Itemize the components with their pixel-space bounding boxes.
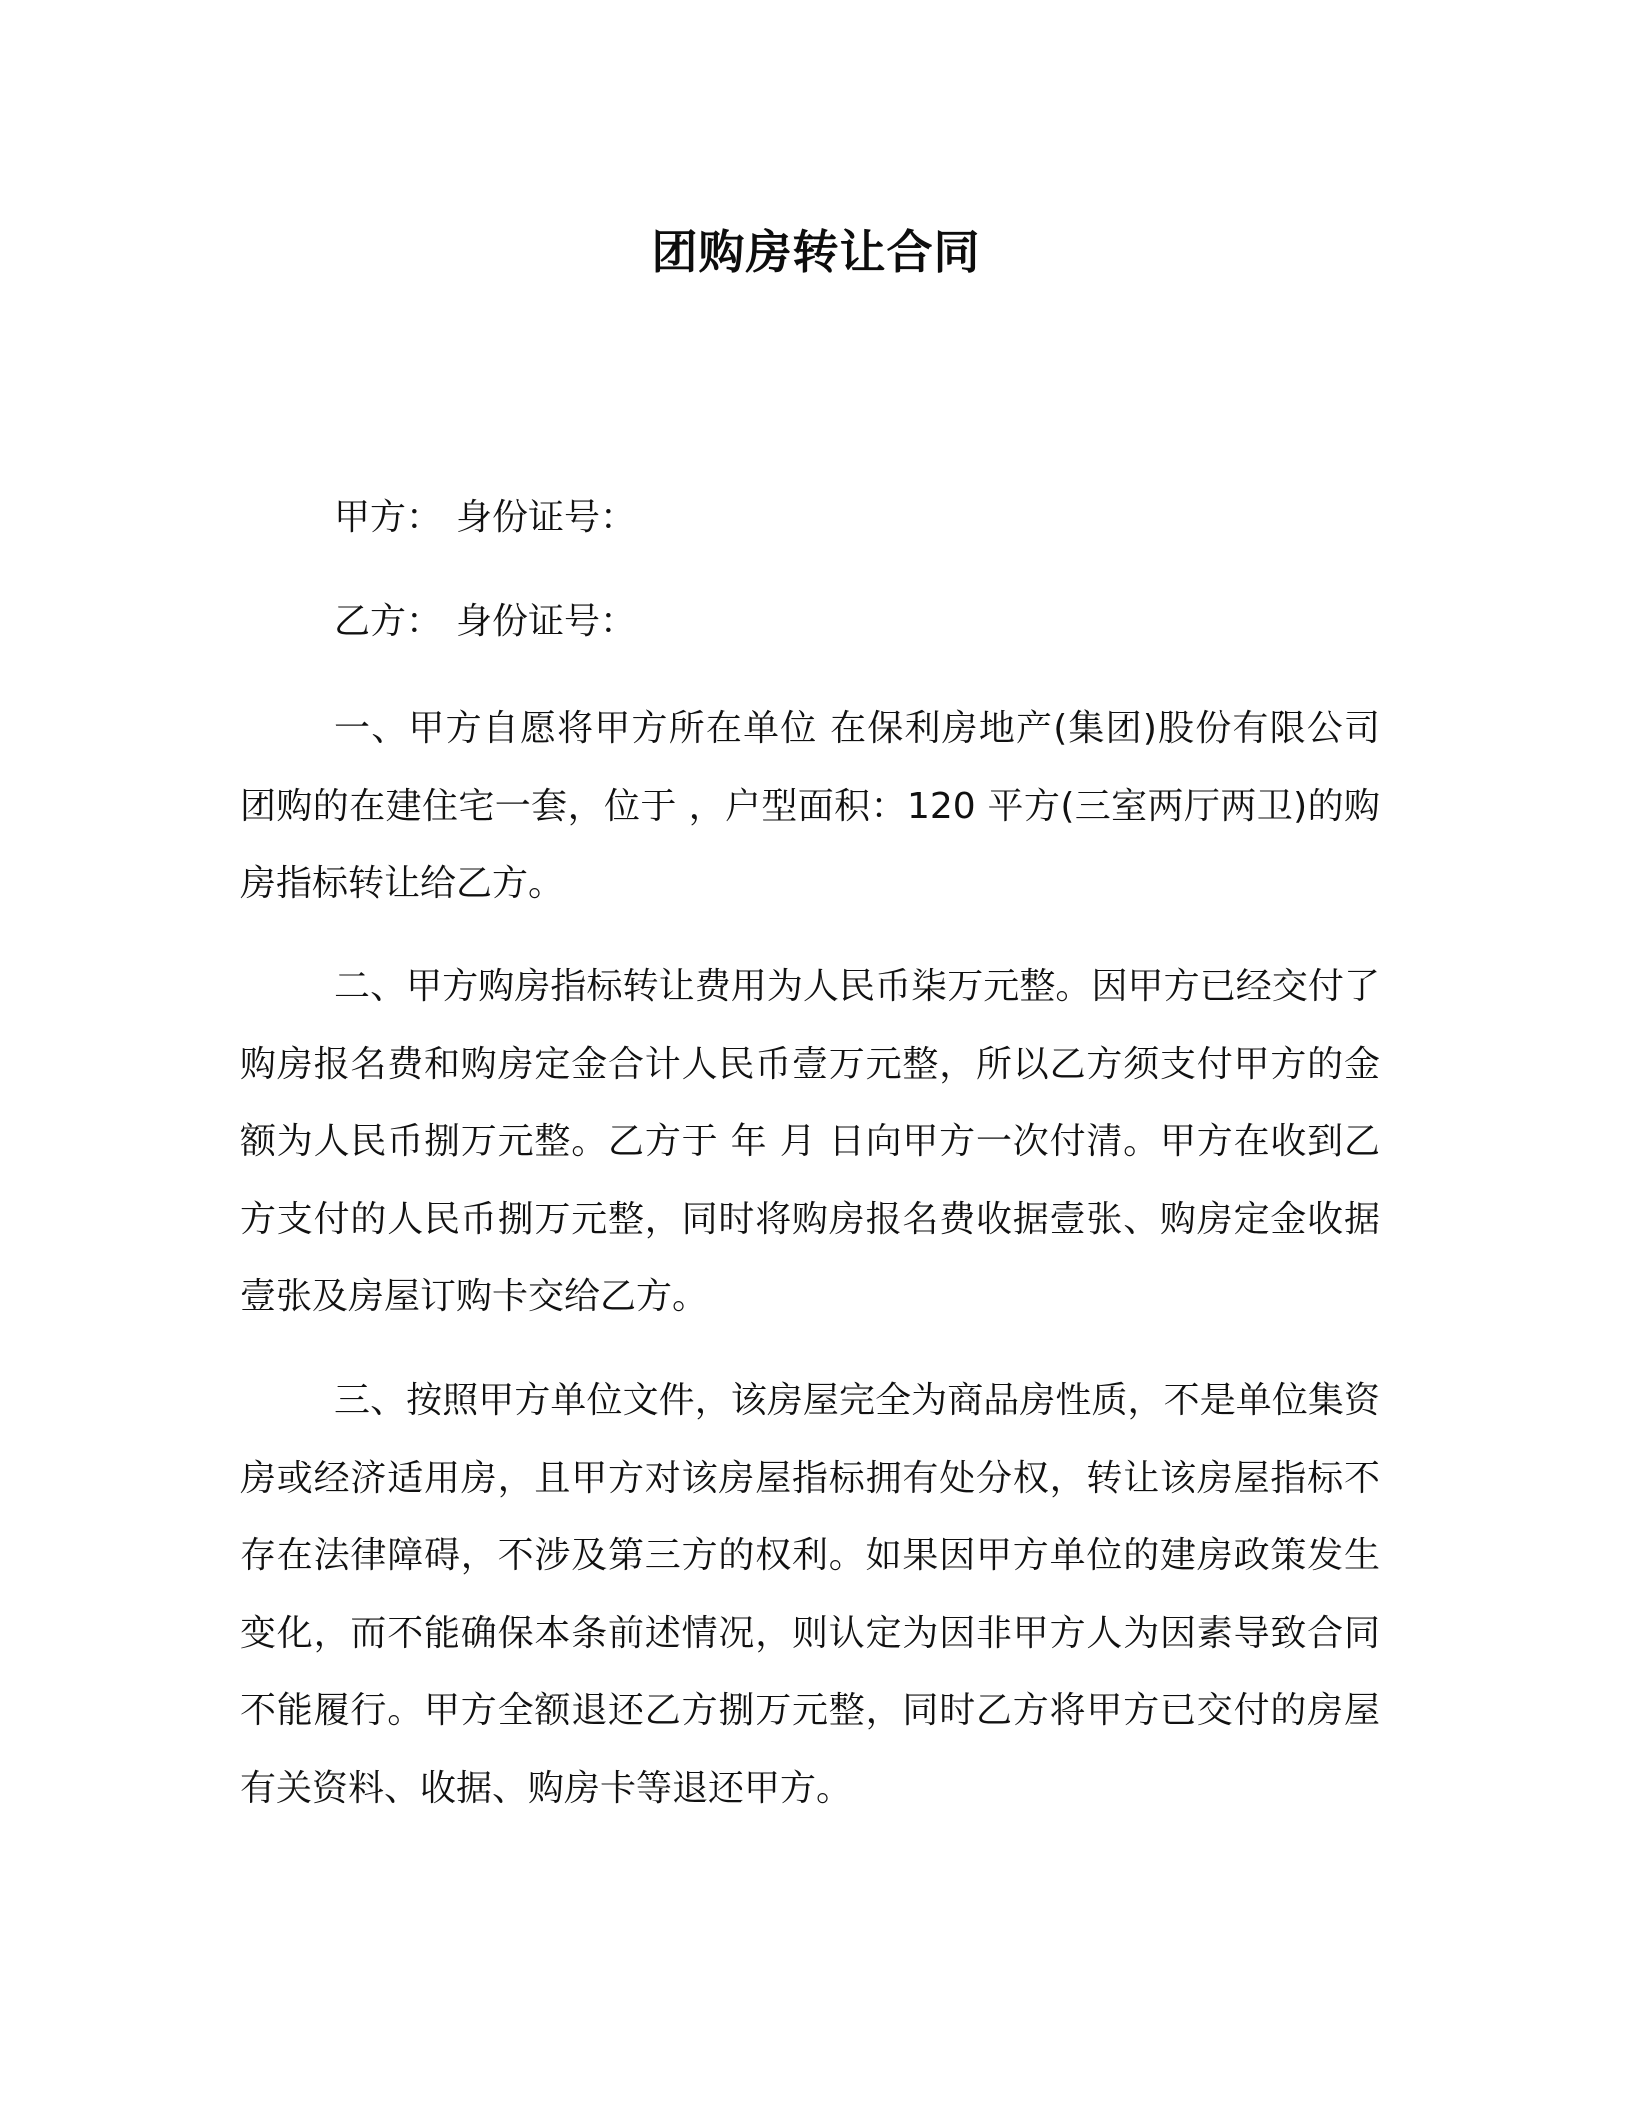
clause-3: 三、按照甲方单位文件，该房屋完全为商品房性质，不是单位集资房或经济适用房，且甲方对该房屋指标拥有处分权，转让该房屋指标不存在法律障碍，不涉及第三方的权利。如果因甲方单位的建房政策发生变化，而不能确保本条前述情况，则认定为因非甲方人为因素导致合同不能履行。甲方全额退还乙方捌万元整，同时乙方将甲方已交付的房屋有关资料、收据、购房卡等退还甲方。 <box>240 1380 1380 1809</box>
document-title: 团购房转让合同 <box>651 225 981 279</box>
party-a-line <box>334 494 636 542</box>
party-a-label: 甲方： <box>334 497 443 538</box>
clause-1: 一、甲方自愿将甲方所在单位 在保利房地产(集团)股份有限公司团购的在建住宅一套，位于 ，户型面积：120 平方(三室两厅两卫)的购房指标转让给乙方。 <box>240 708 1380 904</box>
party-b-label: 乙方： <box>334 601 443 642</box>
party-b-line <box>334 598 636 646</box>
clause-2: 二、甲方购房指标转让费用为人民币柒万元整。因甲方已经交付了购房报名费和购房定金合计人民币壹万元整，所以乙方须支付甲方的金额为人民币捌万元整。乙方于 年 月 日向甲方一次付清。甲方在收到乙方支付的人民币捌万元整，同时将购房报名费收据壹张、购房定金收据壹张及房屋订购卡交给乙方。 <box>240 966 1380 1317</box>
party-a-id-label: 身份证号： <box>456 497 637 538</box>
party-b-id-label: 身份证号： <box>456 601 637 642</box>
